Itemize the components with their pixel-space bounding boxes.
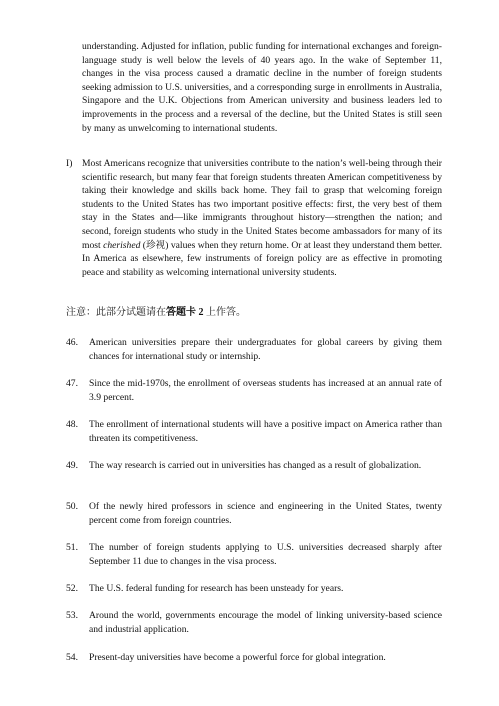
- question-text: The number of foreign students applying to U.S. universities decreased sharply after September 11 due to changes in the visa process.: [89, 542, 442, 567]
- question-text: The enrollment of international students will have a positive impact on America rather than threaten its competitiveness.: [89, 419, 442, 444]
- question-text: The U.S. federal funding for research has been unsteady for years.: [89, 583, 344, 594]
- question-50: [66, 500, 442, 527]
- question-text: Since the mid-1970s, the enrollment of overseas students has increased at an annual rate of 3.9 percent.: [89, 378, 442, 403]
- italic-word: cherished: [103, 239, 141, 251]
- gloss: (珍视): [140, 239, 171, 251]
- question-46: [66, 336, 442, 363]
- note-prefix: 注意：此部分试题请在: [66, 307, 166, 318]
- paragraph-text-part2: values when they return home. Or at least they understand them better. In America as elsewhere, few instruments of foreign policy are as effective in promoting peace and stability as welcoming international university students.: [82, 239, 442, 278]
- question-number: 47.: [66, 378, 78, 389]
- question-52: [66, 582, 442, 596]
- question-text: Around the world, governments encourage the model of linking university-based science and industrial application.: [89, 610, 442, 635]
- question-number: 48.: [66, 419, 78, 430]
- passage-continued: understanding. Adjusted for inflation, public funding for international exchanges and foreign-language study is well below the levels of 40 years ago. In the wake of September 11, changes in the visa process caused a dramatic decline in the number of foreign students seeking admission to U.S. universities, and a corresponding surge in enrollments in Australia, Singapore and the U.K. Objections from American university and business leaders led to improvements in the process and a reversal of the decline, but the United States is still seen by many as unwelcoming to international students.: [82, 41, 442, 134]
- question-number: 52.: [66, 583, 78, 594]
- question-text: Of the newly hired professors in science and engineering in the United States, twenty percent come from foreign countries.: [89, 501, 442, 526]
- question-48: [66, 418, 442, 445]
- paragraph-marker: I): [66, 158, 73, 169]
- paragraph-body: [82, 157, 442, 279]
- note-suffix: 上作答。: [203, 307, 246, 318]
- question-number: 53.: [66, 610, 78, 621]
- question-number: 50.: [66, 501, 78, 512]
- question-number: 51.: [66, 542, 78, 553]
- question-53: [66, 609, 442, 636]
- paragraph-text-part1: Most Americans recognize that universities contribute to the nation’s well-being through their scientific research, but many fear that foreign students threaten American competitiveness by taking their knowledge and skills back home. They fail to grasp that welcoming foreign students to the United States has two important positive effects: first, the very best of them stay in the States and—like immigrants throughout history—strengthen the nation; and second, foreign students who study in the United States become ambassadors for many of its most: [82, 158, 442, 251]
- answer-sheet-note: [66, 306, 246, 320]
- note-bold: 答题卡 2: [166, 307, 204, 318]
- paragraph-I: [66, 157, 442, 279]
- question-49: [66, 459, 442, 473]
- question-number: 49.: [66, 460, 78, 471]
- question-47: [66, 377, 442, 404]
- question-text: American universities prepare their undergraduates for global careers by giving them chances for international study or internship.: [89, 337, 442, 362]
- question-text: The way research is carried out in universities has changed as a result of globalization.: [89, 460, 422, 471]
- question-text: Present-day universities have become a powerful force for global integration.: [89, 652, 386, 663]
- question-54: [66, 651, 442, 665]
- question-number: 54.: [66, 652, 78, 663]
- question-number: 46.: [66, 337, 78, 348]
- question-51: [66, 541, 442, 568]
